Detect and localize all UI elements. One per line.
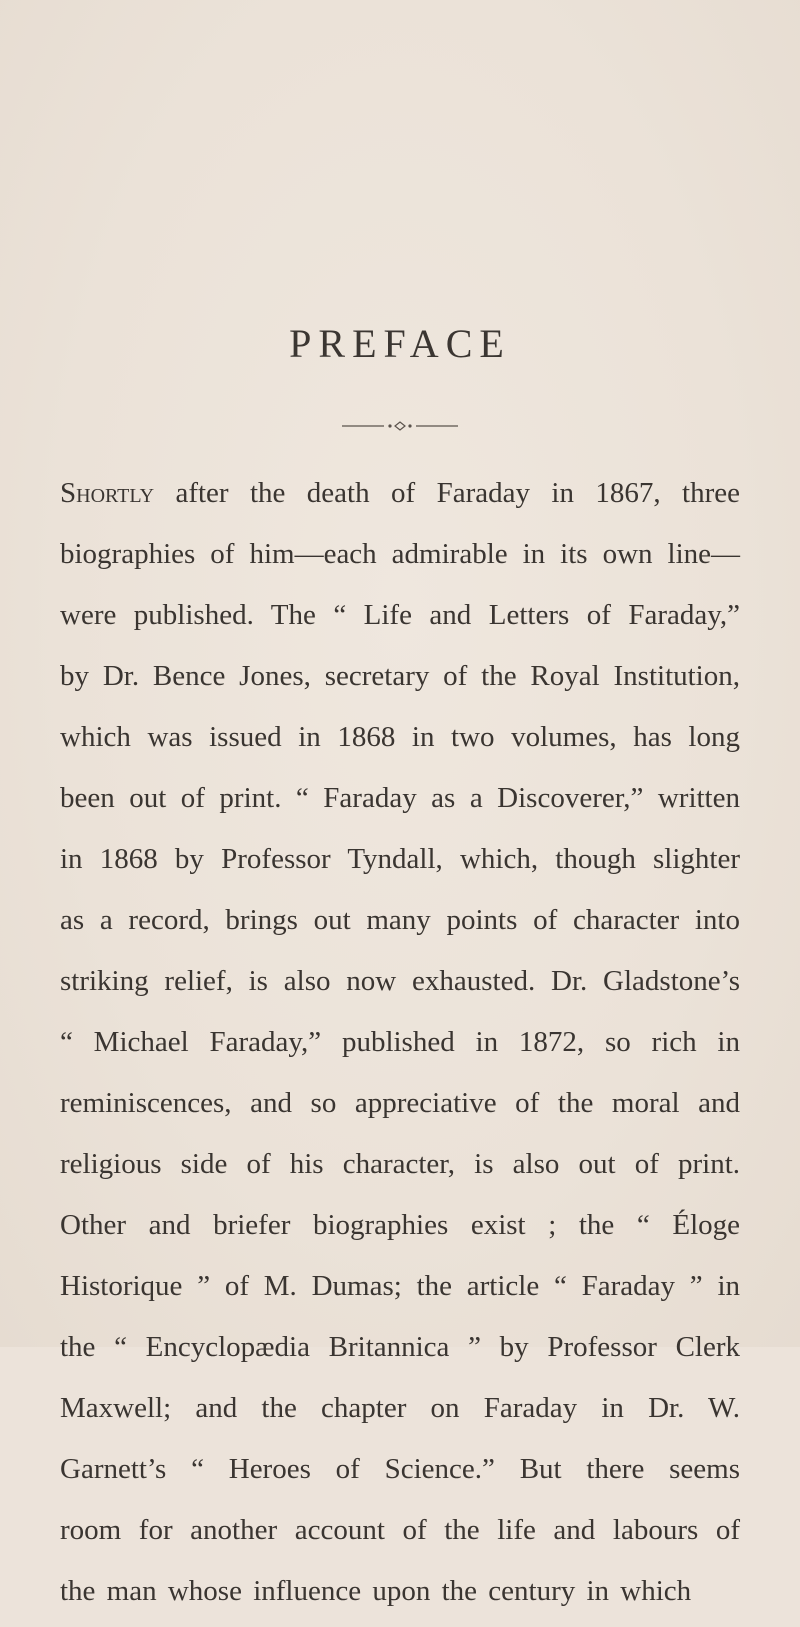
text-line: Other and briefer biographies exist ; the “ Éloge bbox=[60, 1209, 740, 1241]
text-line: the “ Encyclopædia Britannica ” by Professor Clerk bbox=[60, 1331, 740, 1363]
text-line: the man whose influence upon the century in which bbox=[60, 1575, 692, 1607]
text-line: by Dr. Bence Jones, secretary of the Royal Institution, bbox=[60, 660, 740, 692]
text-line: in 1868 by Professor Tyndall, which, though slighter bbox=[60, 843, 740, 875]
text-line: reminiscences, and so appreciative of the moral and bbox=[60, 1087, 740, 1119]
text-line bbox=[60, 468, 740, 529]
text-line: room for another account of the life and labours of bbox=[60, 1514, 740, 1546]
text-line: Historique ” of M. Dumas; the article “ Faraday ” in bbox=[60, 1270, 740, 1302]
text-line: religious side of his character, is also out of print. bbox=[60, 1148, 740, 1180]
text-line: striking relief, is also now exhausted. Dr. Gladstone’s bbox=[60, 965, 740, 997]
text-line: Garnett’s “ Heroes of Science.” But there seems bbox=[60, 1453, 740, 1485]
text-line-content: after the death of Faraday in 1867, three bbox=[154, 477, 740, 509]
text-line: biographies of him—each admirable in its own line— bbox=[60, 538, 740, 570]
text-line: “ Michael Faraday,” published in 1872, so rich in bbox=[60, 1026, 740, 1058]
text-line: which was issued in 1868 in two volumes, has long bbox=[60, 721, 740, 753]
drop-word: Shortly bbox=[60, 477, 155, 509]
ornament-divider bbox=[340, 419, 460, 433]
page-title: PREFACE bbox=[289, 321, 511, 366]
preface-paragraph bbox=[60, 468, 740, 1627]
text-line: Maxwell; and the chapter on Faraday in Dr. W. bbox=[60, 1392, 740, 1424]
text-line: been out of print. “ Faraday as a Discoverer,” written bbox=[60, 782, 740, 814]
text-line: as a record, brings out many points of character into bbox=[60, 904, 740, 936]
text-line: were published. The “ Life and Letters of Faraday,” bbox=[60, 599, 740, 631]
